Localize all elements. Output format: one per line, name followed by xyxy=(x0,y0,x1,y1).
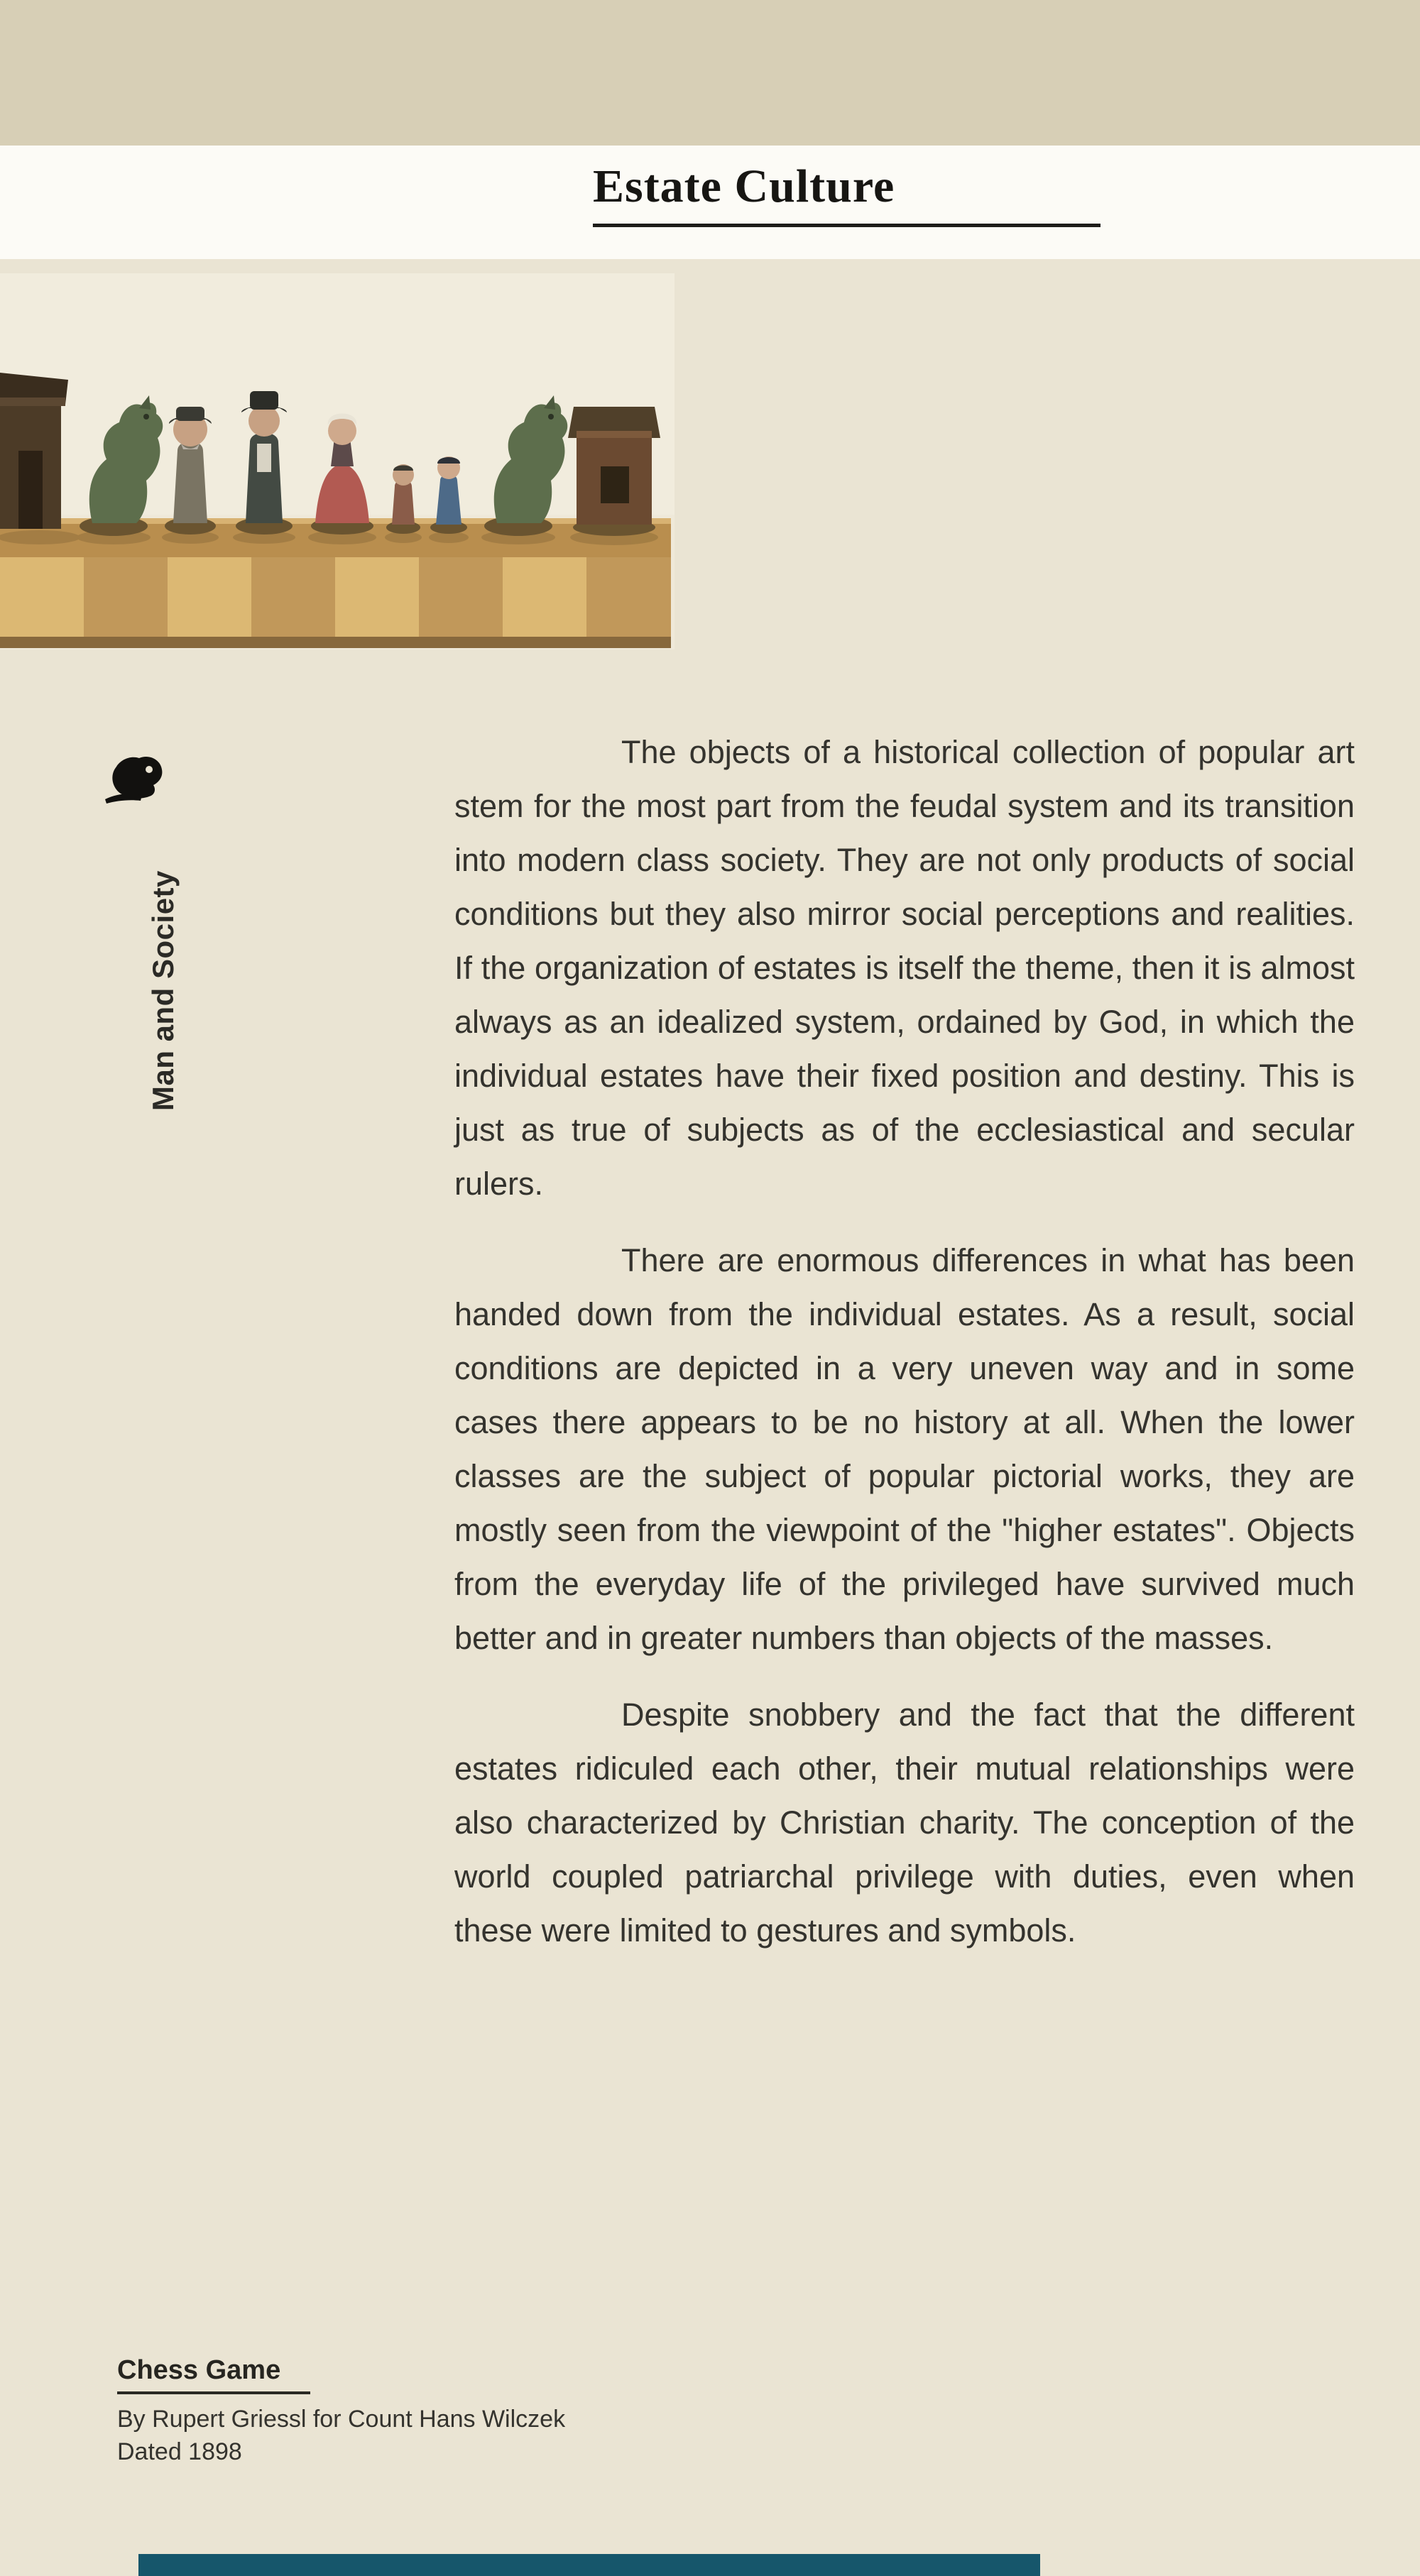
body-text xyxy=(454,725,1355,1980)
caption-credit: By Rupert Griessl for Count Hans Wilczek xyxy=(117,2406,566,2433)
shed-piece xyxy=(0,373,68,529)
sidebar-label-man-and-society: Man and Society xyxy=(146,870,180,1111)
chess-pieces-photo xyxy=(0,273,674,650)
title-underline xyxy=(593,160,1100,227)
caption-rule xyxy=(117,2391,310,2394)
title-band xyxy=(0,146,1420,259)
paragraph-1: The objects of a historical collection of popular art stem for the most part from the feudal system and its transition into modern class society. They are not only products of social conditions but they also mirror social perceptions and realities. If the organization of estates is itself the theme, then it is almost always as an idealized system, ordained by God, in which the individual estates have their fixed position and destiny. This is just as true of subjects as of the ecclesiastical and secular rulers. xyxy=(454,734,1355,1202)
paragraph-2: There are enormous differences in what has been handed down from the individual estates. As a result, social conditions are depicted in a very uneven way and in some cases there appears to be no history at all. When the lower classes are the subject of popular pictorial works, they are mostly seen from the viewpoint of the "higher estates". Objects from the everyday life of the privileged have survived much better and in greater numbers than objects of the masses. xyxy=(454,1242,1355,1656)
caption-block xyxy=(117,2355,657,2468)
paragraph-3: Despite snobbery and the fact that the different estates ridiculed each other, their mutual relationships were also characterized by Christian charity. The conception of the world coupled patriarchal privilege with duties, even when these were limited to gestures and symbols. xyxy=(454,1697,1355,1949)
bottom-accent-bar xyxy=(138,2554,1040,2576)
top-band xyxy=(0,0,1420,146)
caption-title: Chess Game xyxy=(117,2355,281,2385)
man-and-society-icon xyxy=(99,738,170,816)
caption-date: Dated 1898 xyxy=(117,2438,242,2465)
rook-house-piece xyxy=(568,407,660,536)
page-title: Estate Culture xyxy=(593,160,895,212)
chess-pieces-illustration xyxy=(0,273,674,650)
